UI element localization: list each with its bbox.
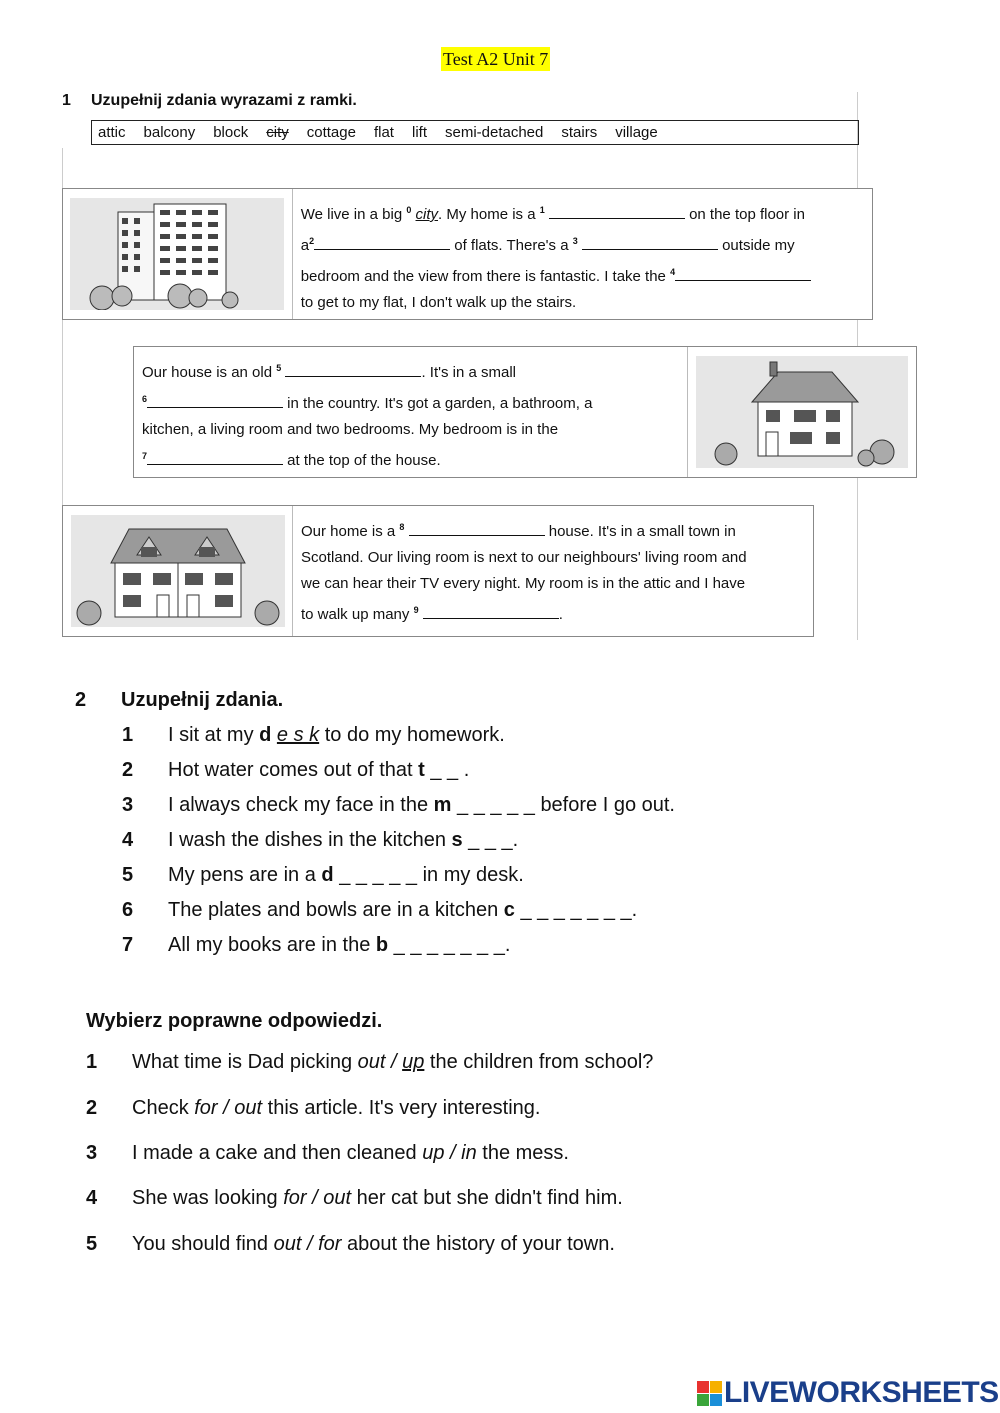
answer-blank-3[interactable] <box>582 236 718 250</box>
word-balcony: balcony <box>143 124 196 141</box>
word-attic: attic <box>98 124 126 141</box>
option-a[interactable]: up <box>422 1142 445 1164</box>
section1-number: 1 <box>62 92 71 109</box>
cottage-image <box>688 347 916 477</box>
example-answer: e s k <box>276 724 320 746</box>
section2-header <box>75 689 283 712</box>
divider <box>62 320 63 505</box>
page-title: Test A2 Unit 7 <box>443 49 549 69</box>
exercise-item: 1 I sit at my d e s k to do my homework. <box>122 724 505 746</box>
card2-text: Our house is an old $^5$ . It's in a small $^6$ in the country. It's got a garden, a bathroom, a kitchen, a living room and two bedrooms. My bedroom is in the $^7$ at the top of the house. <box>134 347 688 477</box>
word-semi-detached: semi-detached <box>444 124 544 141</box>
choice-item: 1 What time is Dad picking out / up the children from school? <box>86 1051 654 1073</box>
divider <box>62 148 63 188</box>
answer-gaps[interactable]: _ _ _. <box>462 829 519 851</box>
reading-card-2 <box>133 346 917 478</box>
card1-text: We live in a big $^0$ city. My home is a $^1$ on the top floor in $a^2$ of flats. There's a $^3$ outside my bedroom and the view from there is fantastic. I take the $^4$ to get to my flat, I don't walk up the stairs. <box>293 189 872 319</box>
answer-gaps[interactable]: _ _ _ _ _ _ _. <box>388 934 511 956</box>
choice-item: 2 Check for / out this article. It's very interesting. <box>86 1097 541 1119</box>
word-cottage: cottage <box>306 124 356 141</box>
choice-item: 4 She was looking for / out her cat but she didn't find him. <box>86 1187 623 1209</box>
option-a[interactable]: out <box>357 1051 386 1073</box>
option-b[interactable]: in <box>461 1142 477 1164</box>
option-a[interactable]: for <box>194 1097 218 1119</box>
option-a[interactable]: for <box>283 1187 307 1209</box>
word-box <box>91 120 859 145</box>
logo-mark-icon <box>697 1381 722 1406</box>
option-b[interactable]: for <box>318 1233 342 1255</box>
word-village: village <box>615 124 658 141</box>
answer-blank-1[interactable] <box>549 205 685 219</box>
example-answer: city <box>415 206 439 223</box>
answer-gaps[interactable]: _ _ _ _ _ <box>451 794 541 816</box>
answer-blank-4[interactable] <box>675 267 811 281</box>
answer-gaps[interactable]: _ _ _ _ _ _ _. <box>514 899 638 921</box>
exercise-item[interactable]: 4 I wash the dishes in the kitchen s _ _ _. <box>122 829 519 851</box>
exercise-item[interactable]: 7 All my books are in the b _ _ _ _ _ _ _. <box>122 934 511 956</box>
option-b[interactable]: out <box>234 1097 263 1119</box>
option-b[interactable]: up <box>402 1051 425 1073</box>
exercise-item[interactable]: 2 Hot water comes out of that t _ _ . <box>122 759 470 781</box>
card3-text: Our home is a $^8$ house. It's in a small town in Scotland. Our living room is next to our neighbours' living room and we can hear their TV every night. My room is in the attic and I have to walk up many $^9$ . <box>301 522 747 623</box>
reading-card-3 <box>62 505 814 637</box>
answer-blank-5[interactable] <box>285 363 421 377</box>
choice-item: 3 I made a cake and then cleaned up / in the mess. <box>86 1142 569 1164</box>
reading-card-1 <box>62 188 873 320</box>
choice-item: 5 You should find out / for about the history of your town. <box>86 1233 615 1255</box>
exercise-item[interactable]: 6 The plates and bowls are in a kitchen c _ _ _ _ _ _ _. <box>122 899 638 921</box>
word-city: city <box>266 124 289 141</box>
section1-title: Uzupełnij zdania wyrazami z ramki. <box>91 92 357 109</box>
word-block: block <box>213 124 249 141</box>
answer-blank-2[interactable] <box>314 236 450 250</box>
section2-title: Uzupełnij zdania. <box>121 689 284 711</box>
word-lift: lift <box>411 124 427 141</box>
option-b[interactable]: out <box>323 1187 352 1209</box>
section3-title: Wybierz poprawne odpowiedzi. <box>86 1010 383 1032</box>
semi-detached-house-image <box>63 506 293 636</box>
option-a[interactable]: out <box>273 1233 302 1255</box>
logo-text: LIVEWORKSHEETS <box>724 1376 999 1409</box>
answer-blank-7[interactable] <box>147 451 283 465</box>
answer-blank-9[interactable] <box>423 605 559 619</box>
section2-number: 2 <box>75 689 87 711</box>
word-stairs: stairs <box>561 124 598 141</box>
word-flat: flat <box>373 124 394 141</box>
answer-gaps[interactable]: _ _ _ _ _ <box>333 864 423 886</box>
answer-gaps[interactable]: _ _ . <box>424 759 470 781</box>
exercise-item[interactable]: 3 I always check my face in the m _ _ _ _ _ before I go out. <box>122 794 675 816</box>
liveworksheets-logo[interactable] <box>697 1376 999 1410</box>
exercise-item[interactable]: 5 My pens are in a d _ _ _ _ _ in my desk. <box>122 864 524 886</box>
answer-blank-8[interactable] <box>409 522 545 536</box>
tower-block-image <box>63 189 293 319</box>
answer-blank-6[interactable] <box>147 394 283 408</box>
